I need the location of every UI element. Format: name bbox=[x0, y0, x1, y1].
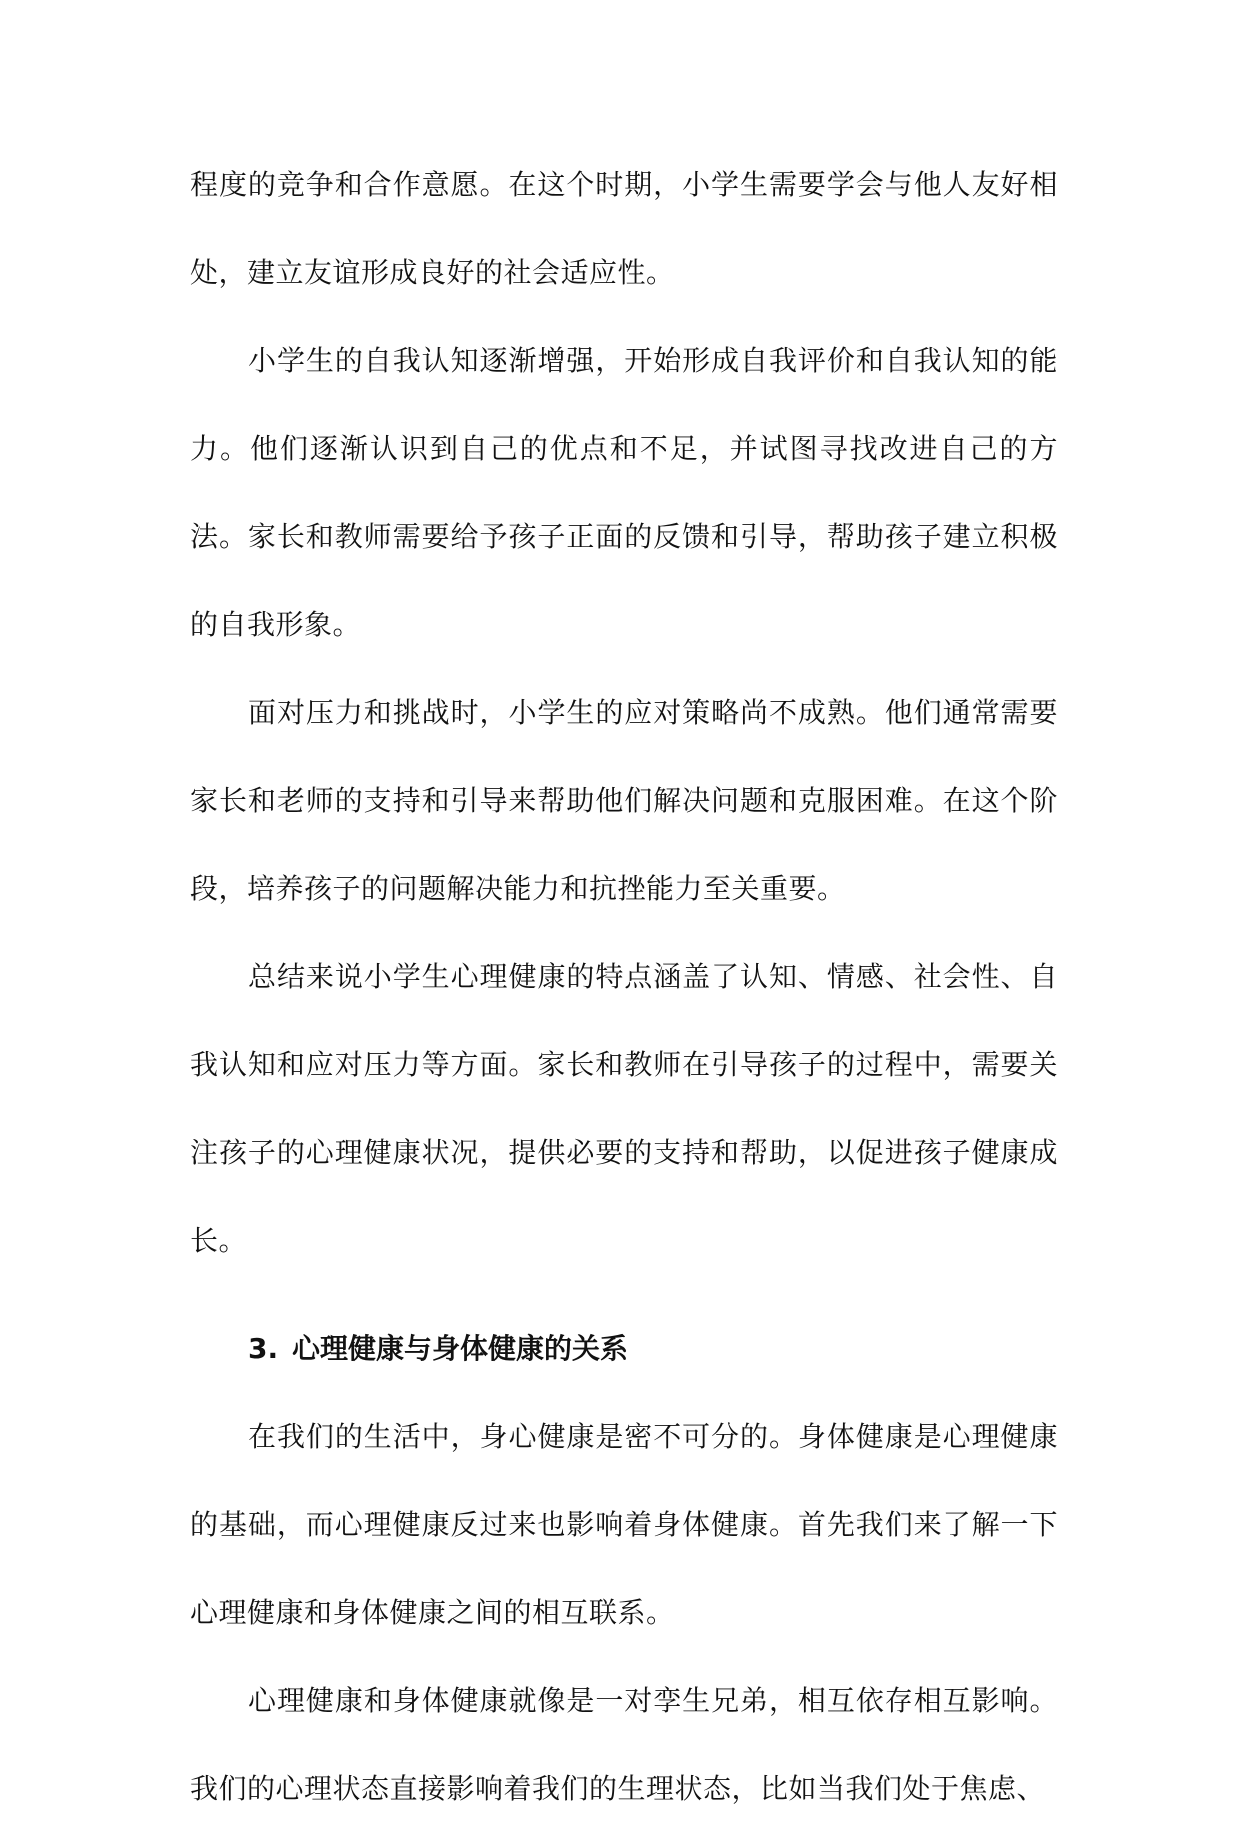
paragraph-twin-brothers: 心理健康和身体健康就像是一对孪生兄弟，相互依存相互影响。我们的心理状态直接影响着我们的生理状态，比如当我们处于焦虑、 bbox=[190, 1684, 1058, 1805]
document-body bbox=[190, 141, 1058, 1833]
paragraph-continued: 程度的竞争和合作意愿。在这个时期，小学生需要学会与他人友好相处，建立友谊形成良好的社会适应性。 bbox=[190, 168, 1058, 289]
section-number: 3. bbox=[248, 1332, 279, 1365]
paragraph-coping-stress: 面对压力和挑战时，小学生的应对策略尚不成熟。他们通常需要家长和老师的支持和引导来帮助他们解决问题和克服困难。在这个阶段，培养孩子的问题解决能力和抗挫能力至关重要。 bbox=[190, 696, 1058, 905]
paragraph-self-awareness: 小学生的自我认知逐渐增强，开始形成自我评价和自我认知的能力。他们逐渐认识到自己的优点和不足，并试图寻找改进自己的方法。家长和教师需要给予孩子正面的反馈和引导，帮助孩子建立积极的自我形象。 bbox=[190, 344, 1058, 641]
section-title: 心理健康与身体健康的关系 bbox=[292, 1332, 629, 1365]
section-heading bbox=[190, 1305, 1058, 1393]
paragraph-mind-body-intro: 在我们的生活中，身心健康是密不可分的。身体健康是心理健康的基础，而心理健康反过来也影响着身体健康。首先我们来了解一下心理健康和身体健康之间的相互联系。 bbox=[190, 1420, 1058, 1629]
paragraph-summary: 总结来说小学生心理健康的特点涵盖了认知、情感、社会性、自我认知和应对压力等方面。家长和教师在引导孩子的过程中，需要关注孩子的心理健康状况，提供必要的支持和帮助，以促进孩子健康成长。 bbox=[190, 960, 1058, 1257]
